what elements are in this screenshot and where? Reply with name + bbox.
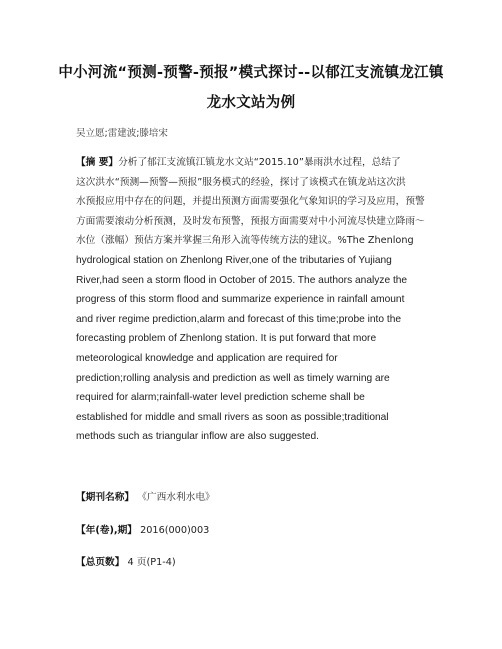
abstract-line-1: [76, 153, 436, 173]
journal-name-value: 《广西水利水电》: [137, 492, 215, 503]
document-title-line-2: 龙水文站为例: [206, 95, 296, 111]
abstract-line: meteorological knowledge and application are required for: [76, 352, 338, 364]
issue-value: 2016(000)003: [140, 525, 210, 536]
abstract-line: hydrological station on Zhenlong River,one of the tributaries of Yujiang: [76, 254, 392, 266]
document-title-line-1: 中小河流“预测-预警-预报”模式探讨--以郁江支流镇龙江镇: [58, 65, 444, 81]
journal-name-row: [76, 491, 215, 505]
journal-name-label: 【期刊名称】: [76, 492, 135, 503]
abstract-label: 【摘 要】: [76, 157, 119, 168]
abstract-line: 这次洪水“预测—预警—预报”服务模式的经验，探讨了该模式在镇龙站这次洪: [76, 176, 406, 188]
page-count-row: [76, 556, 176, 570]
issue-label: 【年(卷),期】: [76, 525, 137, 536]
abstract-block: [76, 153, 436, 447]
page-count-value: 4 页(P1-4): [127, 557, 176, 568]
page-count-label: 【总页数】: [76, 557, 125, 568]
abstract-line: 水预报应用中存在的问题，并提出预测方面需要强化气象知识的学习及应用，预警: [76, 196, 425, 208]
abstract-line: progress of this storm flood and summarize experience in rainfall amount: [76, 294, 405, 306]
abstract-text: 分析了郁江支流镇江镇龙水文站“2015.10”暴雨洪水过程，总结了: [118, 157, 401, 168]
authors: 吴立愿;雷建波;滕培宋: [76, 128, 168, 139]
issue-row: [76, 524, 209, 538]
abstract-line: established for middle and small rivers as soon as possible;traditional: [76, 411, 389, 423]
abstract-line: required for alarm;rainfall-water level prediction scheme shall be: [76, 392, 365, 404]
abstract-line: forecasting problem of Zhenlong station. It is put forward that more: [76, 333, 377, 345]
abstract-line: 水位（涨幅）预估方案并掌握三角形入流等传统方法的建议。%The Zhenlong: [76, 235, 414, 247]
abstract-line: and river regime prediction,alarm and forecast of this time;probe into the: [76, 313, 402, 325]
abstract-line: 方面需要滚动分析预测，及时发布预警，预报方面需要对中小河流尽快建立降雨～: [76, 215, 425, 227]
abstract-line: methods such as triangular inflow are also suggested.: [76, 431, 319, 443]
abstract-line: River,had seen a storm flood in October of 2015. The authors analyze the: [76, 274, 408, 286]
abstract-line: prediction;rolling analysis and prediction as well as timely warning are: [76, 372, 390, 384]
